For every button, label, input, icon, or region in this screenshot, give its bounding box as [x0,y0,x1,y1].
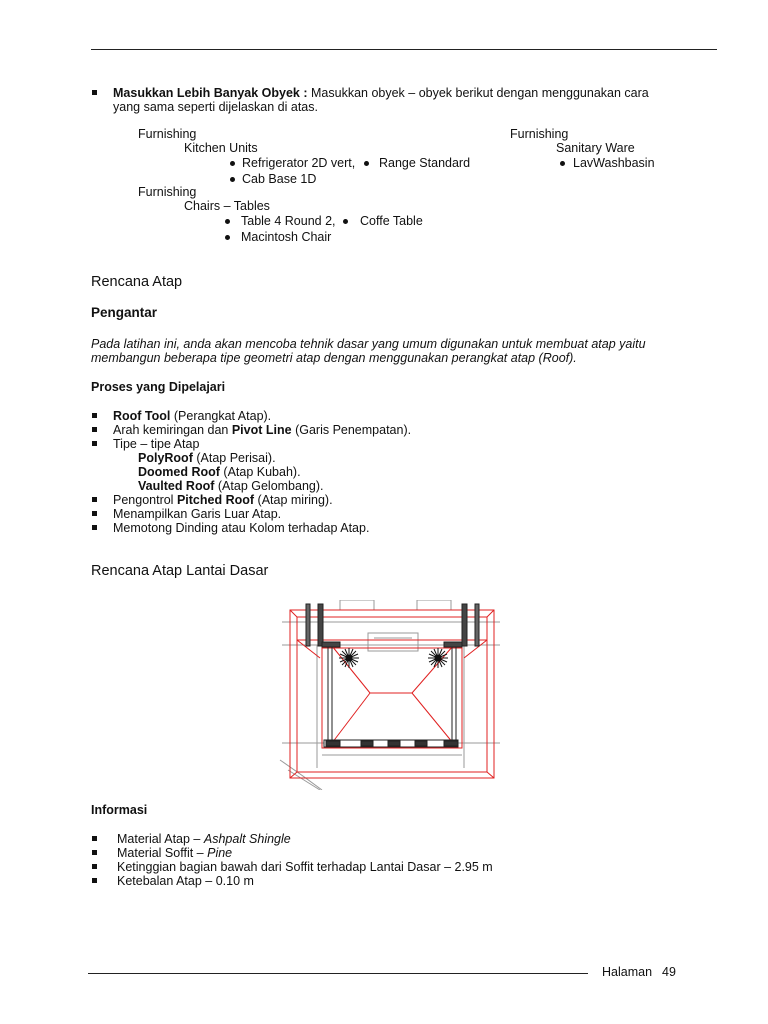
group2-sub: Sanitary Ware [556,141,635,155]
group1-item1: Refrigerator 2D vert, [242,156,356,170]
roof-type-doomed-rest: (Atap Kubah). [223,465,301,479]
process-item-2-bold: Pivot Line [231,423,292,437]
info-item-3: Ketinggian bagian bawah dari Soffit terhadap Lantai Dasar – 2.95 m [117,860,493,874]
subtitle-pengantar: Pengantar [91,305,158,320]
section-title-rencana-atap: Rencana Atap [91,274,183,290]
roof-type-doomed [138,465,301,479]
roof-type-vaulted [138,479,324,493]
process-item-1 [113,409,271,423]
footer-page-label: Halaman [602,965,653,979]
info-item-4: Ketebalan Atap – 0.10 m [117,874,254,888]
footer-rule [88,973,588,974]
group2-item1: LavWashbasin [573,156,655,170]
bullet-dot [230,177,235,182]
process-item-2-a: Arah kemiringan dan [113,423,229,437]
info-item-2 [117,846,232,860]
process-item-4-bold: Pitched Roof [176,493,255,507]
bullet-dot [230,161,235,166]
process-item-6: Memotong Dinding atau Kolom terhadap Atap. [113,521,370,535]
bullet-dot [225,235,230,240]
process-item-3: Tipe – tipe Atap [113,437,200,451]
intro-paragraph-line-1: Pada latihan ini, anda akan mencoba tehnik dasar yang umum digunakan untuk membuat atap yaitu [91,337,646,351]
intro-bold: Masukkan Lebih Banyak Obyek : [113,86,308,100]
bullet-square [92,90,97,95]
roof-type-doomed-bold: Doomed Roof [138,465,220,479]
group3-heading: Furnishing [138,185,197,199]
bullet-square [92,878,97,883]
process-title: Proses yang Dipelajari [91,380,226,394]
bullet-square [92,497,97,502]
group3-sub: Chairs – Tables [184,199,270,213]
bullet-square [92,525,97,530]
bullet-square [92,850,97,855]
process-item-4 [113,493,333,507]
info-item-1-text: Material Atap – [117,832,201,846]
bullet-square [92,836,97,841]
info-item-1-ital: Ashpalt Shingle [203,832,291,846]
process-item-1-bold: Roof Tool [113,409,171,423]
bullet-square [92,427,97,432]
intro-text-1: Masukkan obyek – obyek berikut dengan menggunakan cara [311,86,649,100]
group1-heading: Furnishing [138,127,197,141]
group3-item3: Macintosh Chair [241,230,332,244]
intro-paragraph-line-2: membangun beberapa tipe geometri atap dengan menggunakan perangkat atap (Roof). [91,351,577,365]
bullet-dot [343,219,348,224]
bullet-square [92,511,97,516]
roof-type-vaulted-bold: Vaulted Roof [138,479,215,493]
process-item-4-rest: (Atap miring). [257,493,333,507]
group1-sub: Kitchen Units [184,141,258,155]
bullet-square [92,413,97,418]
process-item-4-a: Pengontrol [113,493,174,507]
intro-text-2: yang sama seperti dijelaskan di atas. [113,100,318,114]
section-title-lantai-dasar: Rencana Atap Lantai Dasar [91,563,269,579]
info-item-2-ital: Pine [207,846,233,860]
info-item-1 [117,832,291,846]
roof-plan-drawing [262,600,522,790]
roof-type-polyroof-rest: (Atap Perisai). [196,451,276,465]
roof-type-polyroof-bold: PolyRoof [138,451,193,465]
group1-item3: Cab Base 1D [242,172,317,186]
process-item-2 [113,423,411,437]
group1-item2: Range Standard [379,156,471,170]
info-item-2-text: Material Soffit – [117,846,204,860]
process-item-1-rest: (Perangkat Atap). [173,409,272,423]
intro-bullet-line-1 [113,86,649,100]
roof-type-vaulted-rest: (Atap Gelombang). [217,479,324,493]
bullet-square [92,441,97,446]
info-title: Informasi [91,803,148,817]
top-rule [91,49,717,50]
group3-item2: Coffe Table [360,214,423,228]
footer-page-number: 49 [662,965,676,979]
process-item-2-rest: (Garis Penempatan). [295,423,412,437]
bullet-dot [560,161,565,166]
bullet-square [92,864,97,869]
group2-heading: Furnishing [510,127,569,141]
group3-item1: Table 4 Round 2, [241,214,336,228]
bullet-dot [225,219,230,224]
process-item-5: Menampilkan Garis Luar Atap. [113,507,282,521]
roof-type-polyroof [138,451,276,465]
bullet-dot [364,161,369,166]
